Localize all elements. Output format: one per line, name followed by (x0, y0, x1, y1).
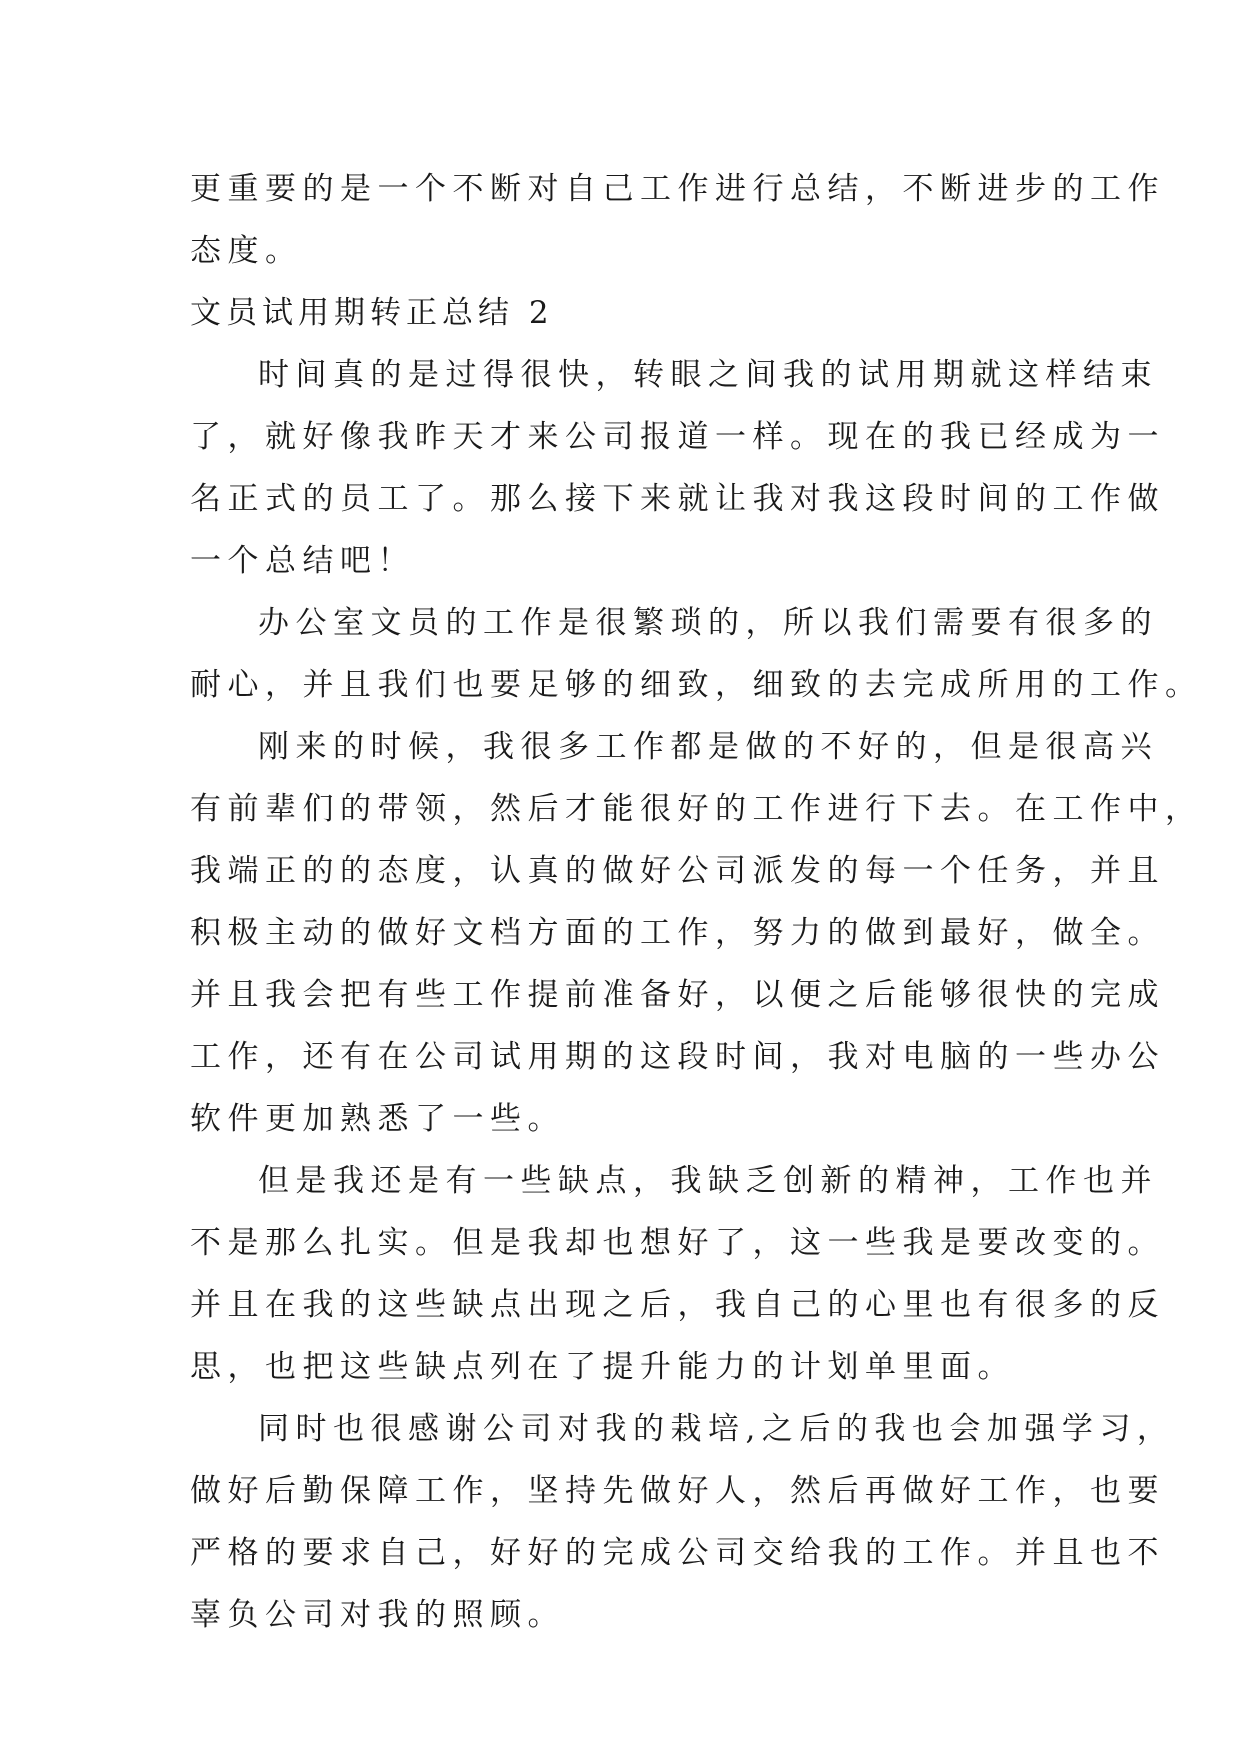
text-line: 并且在我的这些缺点出现之后，我自己的心里也有很多的反 (190, 1287, 1165, 1323)
section-title: 文员试用期转正总结 2 (190, 295, 554, 331)
text-line: 了，就好像我昨天才来公司报道一样。现在的我已经成为一 (190, 419, 1165, 455)
text-line: 耐心，并且我们也要足够的细致，细致的去完成所用的工作。 (190, 667, 1203, 703)
text-line: 软件更加熟悉了一些。 (190, 1101, 565, 1137)
text-line: 一个总结吧！ (190, 543, 415, 579)
text-line: 我端正的的态度，认真的做好公司派发的每一个任务，并且 (190, 853, 1165, 889)
text-line: 有前辈们的带领，然后才能很好的工作进行下去。在工作中， (190, 791, 1203, 827)
text-line: 更重要的是一个不断对自己工作进行总结，不断进步的工作 (190, 171, 1165, 207)
text-line: 办公室文员的工作是很繁琐的，所以我们需要有很多的 (258, 605, 1158, 641)
text-line: 积极主动的做好文档方面的工作，努力的做到最好，做全。 (190, 915, 1165, 951)
paragraph-5 (190, 1398, 1175, 1646)
paragraph-2 (190, 592, 1203, 716)
text-line: 不是那么扎实。但是我却也想好了，这一些我是要改变的。 (190, 1225, 1165, 1261)
text-line: 严格的要求自己，好好的完成公司交给我的工作。并且也不 (190, 1535, 1165, 1571)
paragraph-1 (190, 344, 1165, 592)
text-line: 做好后勤保障工作，坚持先做好人，然后再做好工作，也要 (190, 1473, 1165, 1509)
text-line: 态度。 (190, 233, 303, 269)
text-line: 并且我会把有些工作提前准备好，以便之后能够很快的完成 (190, 977, 1165, 1013)
text-line: 刚来的时候，我很多工作都是做的不好的，但是很高兴 (258, 729, 1158, 765)
document-body (190, 158, 1203, 1646)
text-line: 辜负公司对我的照顾。 (190, 1597, 565, 1633)
text-line: 名正式的员工了。那么接下来就让我对我这段时间的工作做 (190, 481, 1165, 517)
text-line: 同时也很感谢公司对我的栽培,之后的我也会加强学习， (258, 1411, 1175, 1447)
paragraph-3 (190, 716, 1203, 1150)
text-line: 时间真的是过得很快，转眼之间我的试用期就这样结束 (258, 357, 1158, 393)
text-line: 但是我还是有一些缺点，我缺乏创新的精神，工作也并 (258, 1163, 1158, 1199)
text-line: 思，也把这些缺点列在了提升能力的计划单里面。 (190, 1349, 1015, 1385)
text-line: 工作，还有在公司试用期的这段时间，我对电脑的一些办公 (190, 1039, 1165, 1075)
paragraph-4 (190, 1150, 1165, 1398)
intro-paragraph (190, 158, 1165, 282)
